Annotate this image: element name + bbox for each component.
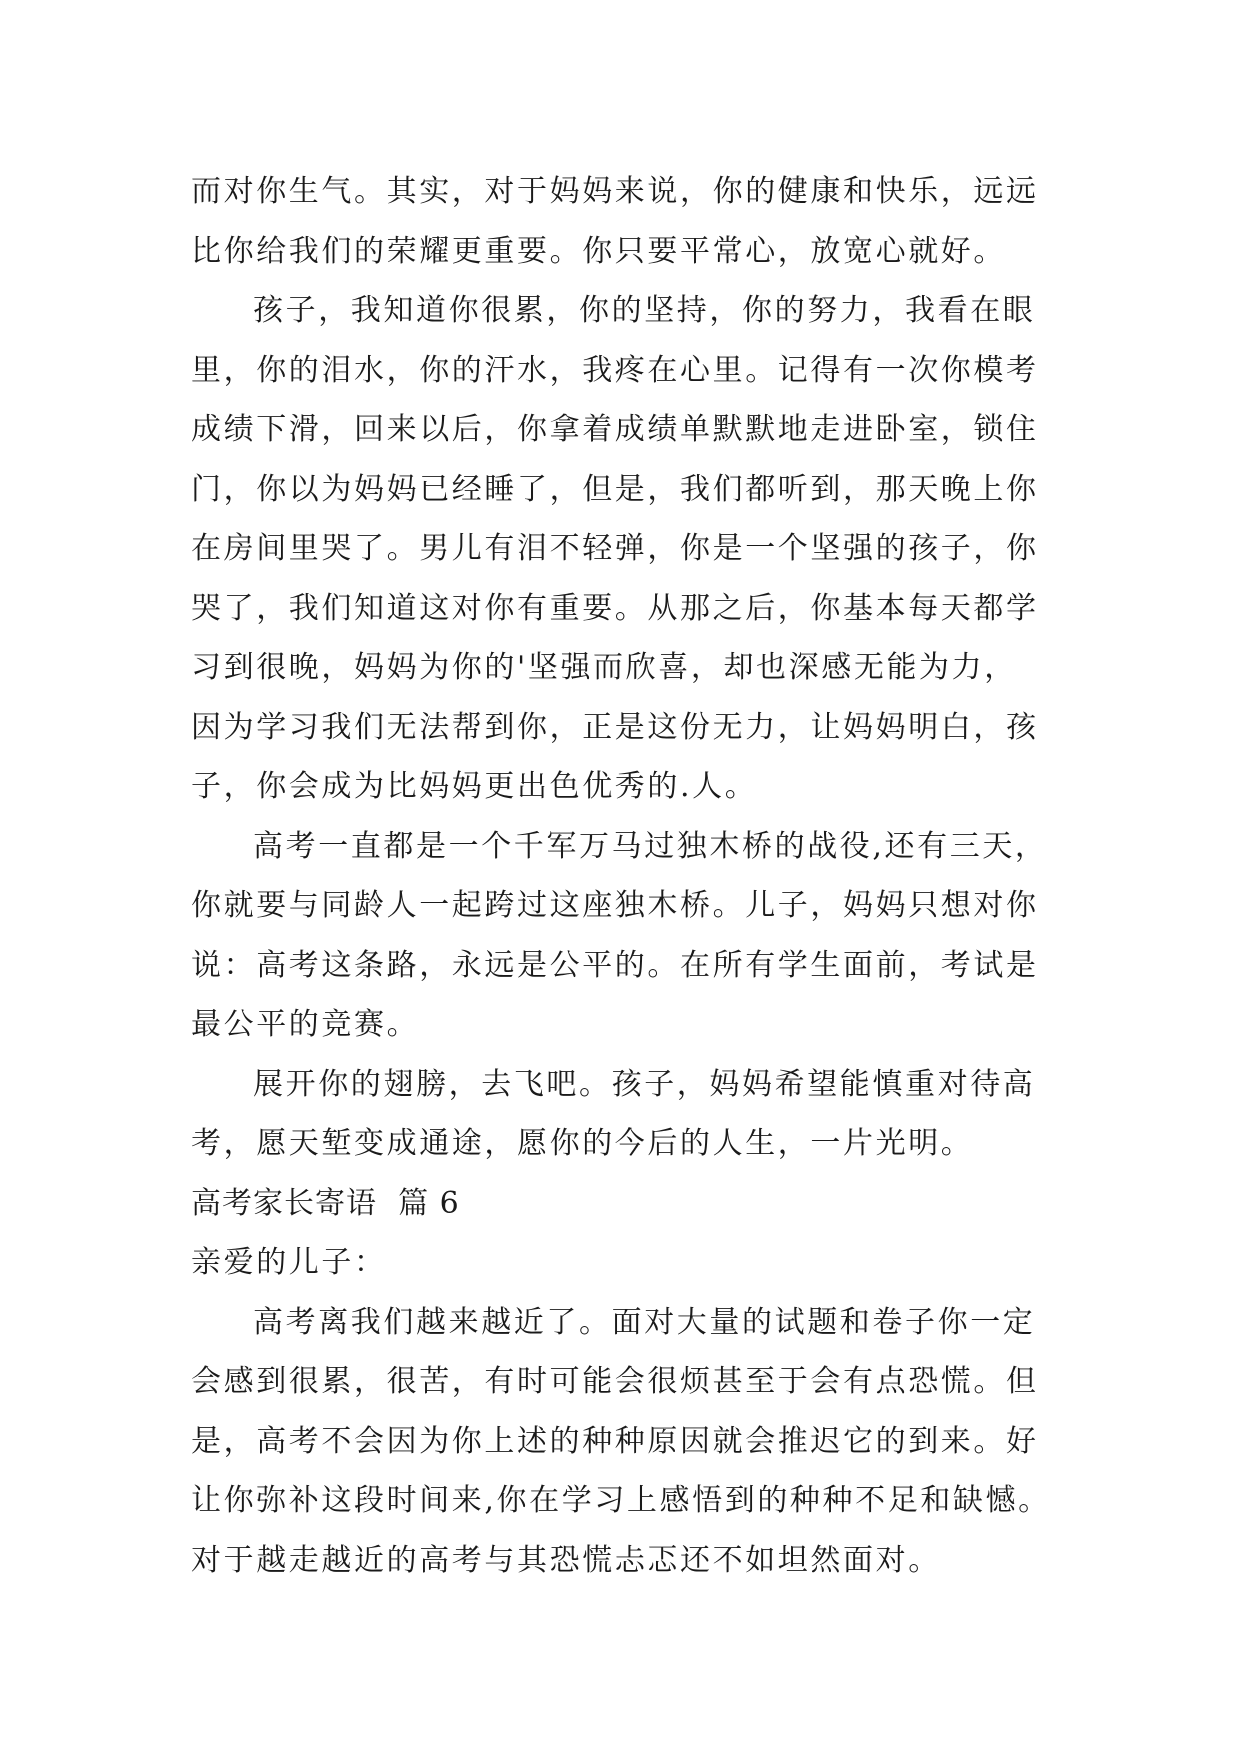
paragraph-start-line: 孩子，我知道你很累，你的坚持，你的努力，我看在眼: [253, 293, 1036, 328]
text-line: 成绩下滑，回来以后，你拿着成绩单默默地走进卧室，锁住: [191, 412, 1039, 447]
paragraph-start-line: 高考离我们越来越近了。面对大量的试题和卷子你一定: [253, 1304, 1036, 1340]
text-line: 比你给我们的荣耀更重要。你只要平常心，放宽心就好。: [191, 233, 1006, 269]
text-line: 你就要与同龄人一起跨过这座独木桥。儿子，妈妈只想对你: [191, 888, 1039, 923]
text-line: 对于越走越近的高考与其恐慌忐忑还不如坦然面对。: [191, 1542, 941, 1578]
section-heading: 高考家长寄语 篇 6: [191, 1185, 460, 1221]
text-line: 最公平的竞赛。: [191, 1007, 420, 1042]
text-line: 考，愿天堑变成通途，愿你的今后的人生，一片光明。: [191, 1126, 974, 1161]
text-line: 习到很晚，妈妈为你的'坚强而欣喜，却也深感无能为力，: [191, 650, 1017, 685]
text-line: 会感到很累，很苦，有时可能会很烦甚至于会有点恐慌。但: [191, 1364, 1039, 1399]
text-line: 是，高考不会因为你上述的种种原因就会推迟它的到来。好: [191, 1423, 1039, 1459]
text-line: 让你弥补这段时间来,你在学习上感悟到的种种不足和缺憾。: [191, 1483, 1051, 1518]
salutation: 亲爱的儿子：: [191, 1245, 387, 1280]
document-body: [191, 162, 1051, 1590]
paragraph-start-line: 展开你的翅膀，去飞吧。孩子，妈妈希望能慎重对待高: [253, 1066, 1036, 1102]
text-line: 而对你生气。其实，对于妈妈来说，你的健康和快乐，远远: [191, 174, 1039, 209]
paragraph-start-line: 高考一直都是一个千军万马过独木桥的战役,还有三天，: [253, 828, 1048, 864]
text-line: 门，你以为妈妈已经睡了，但是，我们都听到，那天晚上你: [191, 471, 1039, 507]
text-line: 子，你会成为比妈妈更出色优秀的.人。: [191, 769, 758, 804]
text-line: 哭了，我们知道这对你有重要。从那之后，你基本每天都学: [191, 590, 1039, 626]
text-line: 因为学习我们无法帮到你，正是这份无力，让妈妈明白，孩: [191, 709, 1039, 745]
text-line: 在房间里哭了。男儿有泪不轻弹，你是一个坚强的孩子，你: [191, 531, 1039, 566]
text-line: 说：高考这条路，永远是公平的。在所有学生面前，考试是: [191, 947, 1039, 983]
text-line: 里，你的泪水，你的汗水，我疼在心里。记得有一次你模考: [191, 352, 1039, 388]
